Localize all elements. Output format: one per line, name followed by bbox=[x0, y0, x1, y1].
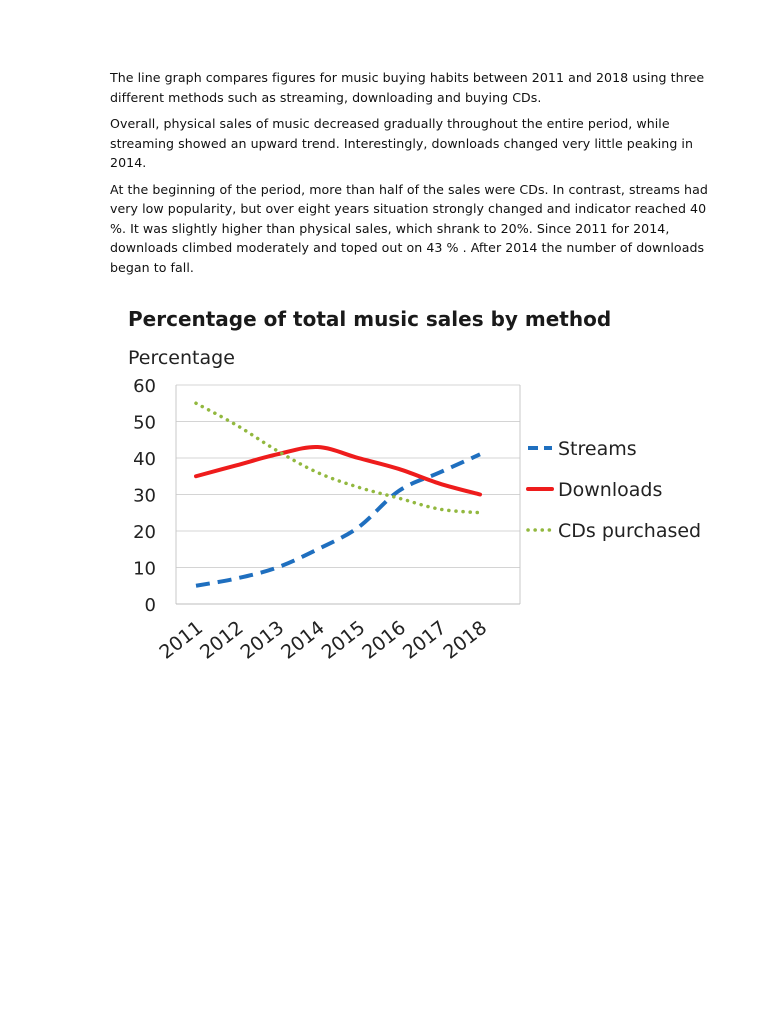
legend bbox=[528, 438, 701, 542]
chart-svg bbox=[100, 296, 720, 696]
paragraph-2: Overall, physical sales of music decreased gradually throughout the entire period, while streaming showed an upward trend. Interestingly, downloads changed very little peaking in 2014. bbox=[110, 116, 694, 170]
y-axis-label: Percentage bbox=[128, 347, 235, 369]
y-tick-label: 10 bbox=[133, 558, 156, 580]
gridlines bbox=[176, 385, 520, 604]
x-tick-label: 2011 bbox=[155, 616, 208, 664]
y-tick-label: 60 bbox=[133, 376, 156, 397]
legend-label-streams: Streams bbox=[558, 438, 637, 460]
x-tick-label: 2018 bbox=[439, 616, 492, 664]
x-tick-labels bbox=[155, 617, 491, 664]
legend-label-cds-purchased: CDs purchased bbox=[558, 520, 702, 542]
y-tick-label: 20 bbox=[133, 522, 156, 543]
y-tick-label: 50 bbox=[133, 412, 156, 434]
x-tick-label: 2017 bbox=[398, 616, 451, 664]
document-text bbox=[110, 68, 708, 284]
chart-title: Percentage of total music sales by method bbox=[128, 307, 612, 331]
y-tick-label: 30 bbox=[133, 485, 156, 507]
paragraph-1: The line graph compares figures for music buying habits between 2011 and 2018 using three different methods such as streaming, downloading and buying CDs. bbox=[110, 70, 705, 105]
x-tick-label: 2013 bbox=[236, 616, 289, 664]
y-tick-labels bbox=[133, 376, 156, 616]
x-tick-label: 2014 bbox=[277, 616, 329, 664]
y-tick-label: 40 bbox=[133, 449, 156, 470]
x-tick-label: 2012 bbox=[195, 616, 248, 664]
legend-label-downloads: Downloads bbox=[558, 479, 663, 501]
y-tick-label: 0 bbox=[144, 595, 156, 616]
series-line-streams bbox=[196, 454, 480, 585]
line-chart bbox=[100, 296, 720, 696]
x-tick-label: 2015 bbox=[317, 616, 370, 664]
paragraph-3: At the beginning of the period, more than half of the sales were CDs. In contrast, streams had very low popularity, but over eight years situation strongly changed and indicator reached 40 %. It was slightly higher than physical sales, which shrank to 20%. Since 2011 for 2014, downloads climbed moderately and toped out on 43 % . After 2014 the number of downloads began to fall. bbox=[110, 181, 708, 275]
x-tick-label: 2016 bbox=[358, 616, 410, 664]
series-line-downloads bbox=[196, 447, 480, 495]
